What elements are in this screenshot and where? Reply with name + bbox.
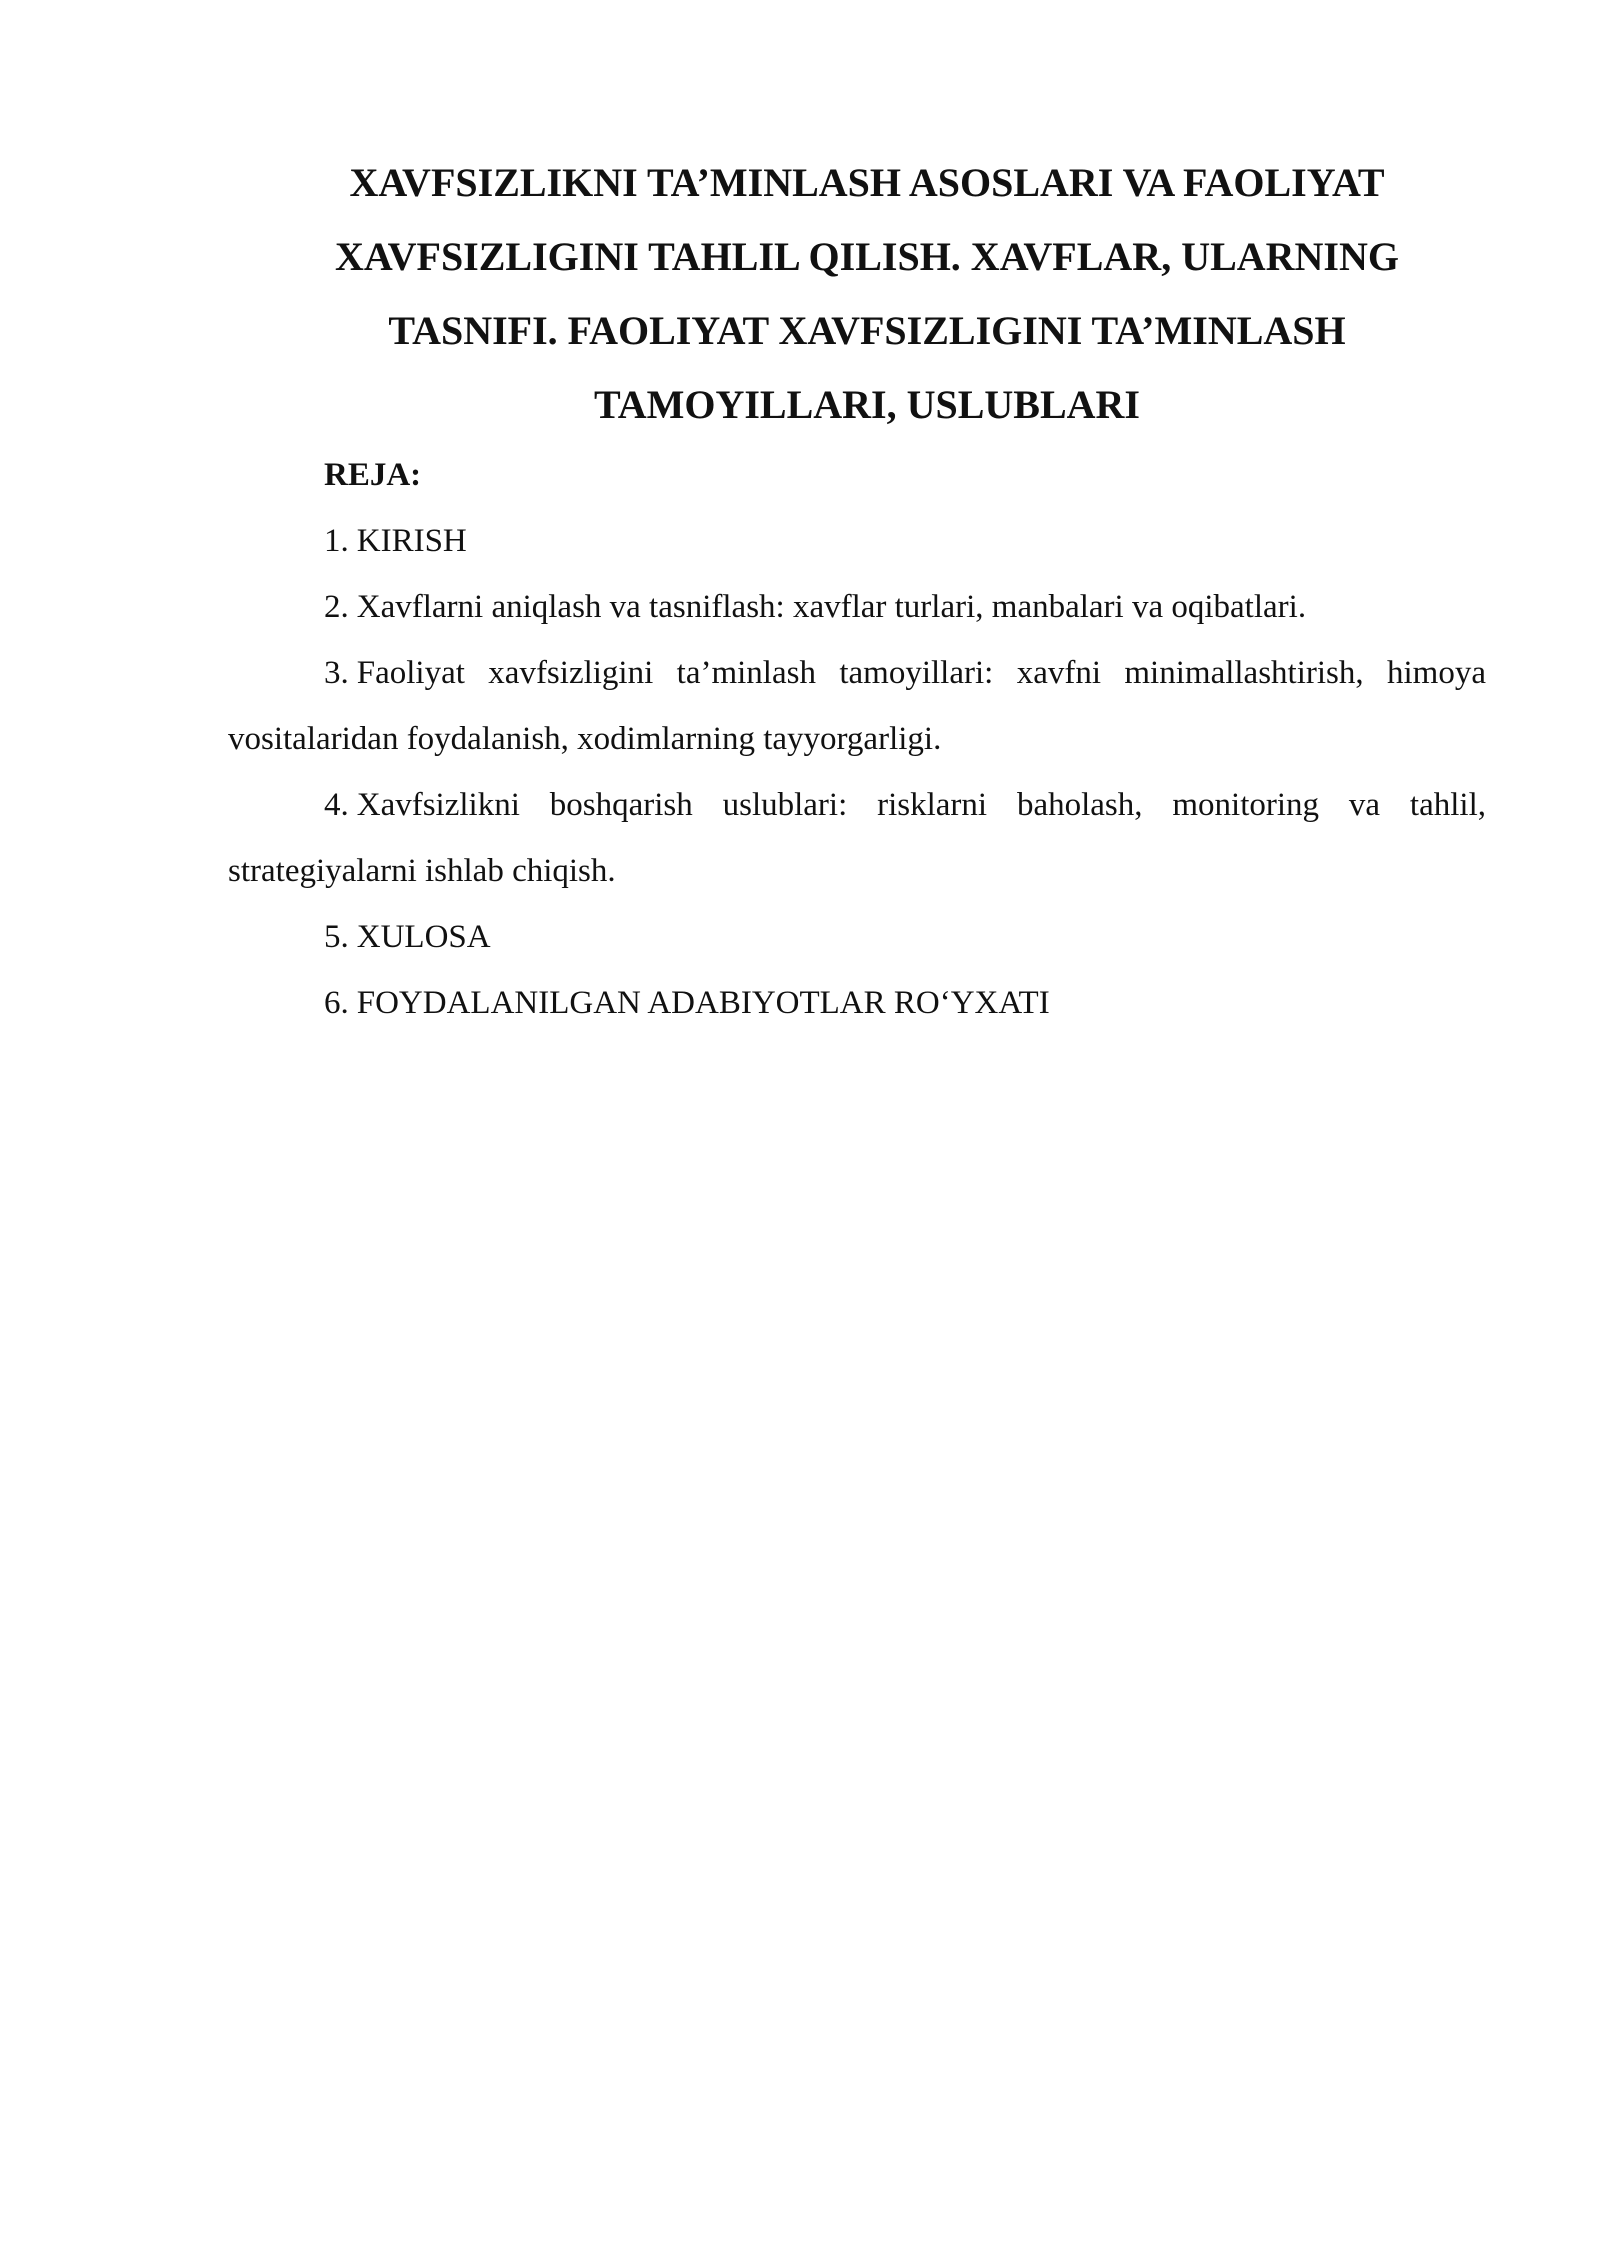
plan-item-3: [228, 640, 1486, 772]
title-line: TASNIFI. FAOLIYAT XAVFSIZLIGINI TA’MINLASH: [388, 308, 1346, 353]
title-line: XAVFSIZLIKNI TA’MINLASH ASOSLARI VA FAOLIYAT: [349, 160, 1385, 205]
title-line: XAVFSIZLIGINI TAHLIL QILISH. XAVFLAR, ULARNING: [335, 234, 1399, 279]
plan-item-number: 4.: [324, 787, 349, 823]
plan-item-text: Xavflarni aniqlash va tasniflash: xavflar turlari, manbalari va oqibatlari.: [356, 589, 1307, 625]
plan-list: [228, 508, 1486, 1036]
plan-item-6: [228, 970, 1486, 1036]
plan-item-text: KIRISH: [356, 523, 467, 559]
plan-item-1: [228, 508, 1486, 574]
document-content: [228, 146, 1486, 1036]
plan-item-text: Faoliyat xavfsizligini ta’minlash tamoyillari: xavfni minimallashtirish, himoya vositalaridan foydalanish, xodimlarning tayyorgarligi.: [228, 655, 1486, 757]
document-title: [228, 146, 1486, 442]
plan-item-number: 5.: [324, 919, 349, 955]
plan-item-number: 1.: [324, 523, 349, 559]
plan-item-4: [228, 772, 1486, 904]
plan-item-text: XULOSA: [356, 919, 491, 955]
plan-item-5: [228, 904, 1486, 970]
plan-item-text: FOYDALANILGAN ADABIYOTLAR RO‘YXATI: [356, 985, 1050, 1021]
plan-item-number: 6.: [324, 985, 349, 1021]
plan-item-text: Xavfsizlikni boshqarish uslublari: risklarni baholash, monitoring va tahlil, strategiyalarni ishlab chiqish.: [228, 787, 1486, 889]
plan-item-2: [228, 574, 1486, 640]
plan-item-number: 2.: [324, 589, 349, 625]
plan-item-number: 3.: [324, 655, 349, 691]
plan-heading: REJA:: [324, 457, 422, 493]
title-line: TAMOYILLARI, USLUBLARI: [593, 382, 1140, 427]
